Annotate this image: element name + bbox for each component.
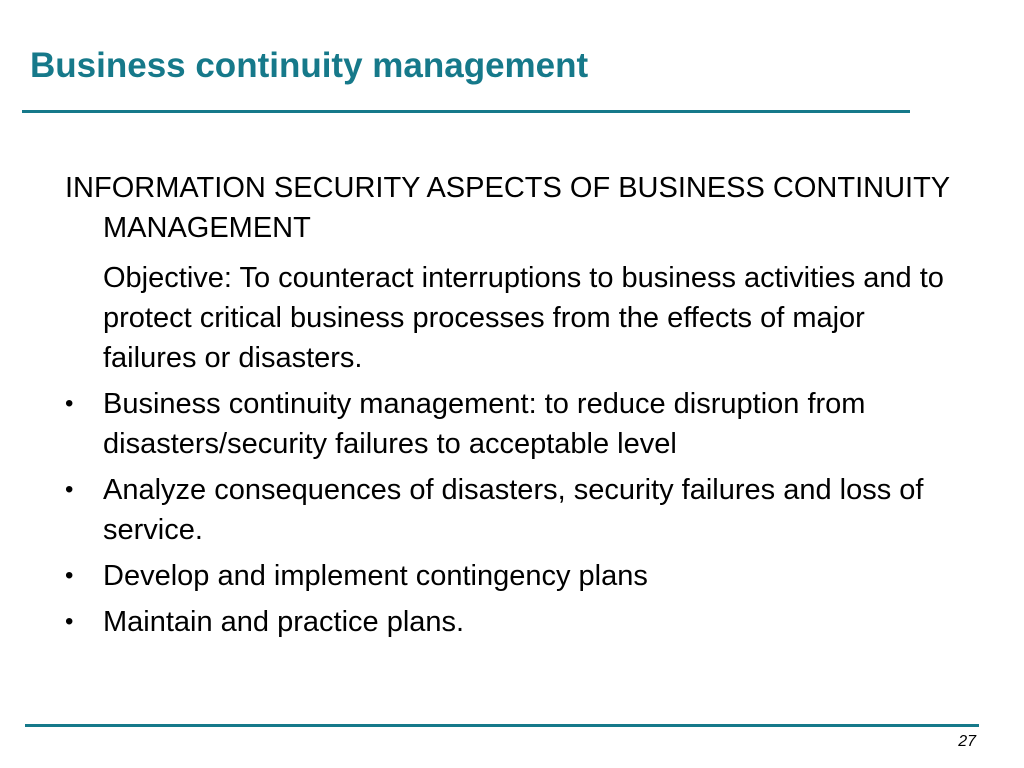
bullet-icon: • <box>65 390 74 417</box>
title-divider <box>22 110 910 113</box>
bullet-item <box>65 556 965 596</box>
bullet-text: Develop and implement contingency plans <box>103 560 648 592</box>
bullet-icon: • <box>65 562 74 589</box>
footer-divider <box>25 724 979 727</box>
section-heading: INFORMATION SECURITY ASPECTS OF BUSINESS CONTINUITY MANAGEMENT <box>65 172 950 244</box>
page-number: 27 <box>958 733 976 750</box>
objective-text: Objective: To counteract interruptions to business activities and to protect critical business processes from the effects of major failures or disasters. <box>103 262 944 374</box>
bullet-item <box>65 602 965 642</box>
bullet-text: Analyze consequences of disasters, security failures and loss of service. <box>103 474 924 546</box>
bullet-icon: • <box>65 476 74 503</box>
bullet-list <box>65 384 965 642</box>
bullet-item <box>65 470 965 550</box>
slide-title: Business continuity management <box>30 46 589 85</box>
slide-body <box>65 168 965 648</box>
bullet-text: Business continuity management: to reduce disruption from disasters/security failures to acceptable level <box>103 388 866 460</box>
bullet-icon: • <box>65 608 74 635</box>
bullet-item <box>65 384 965 464</box>
bullet-text: Maintain and practice plans. <box>103 606 465 638</box>
